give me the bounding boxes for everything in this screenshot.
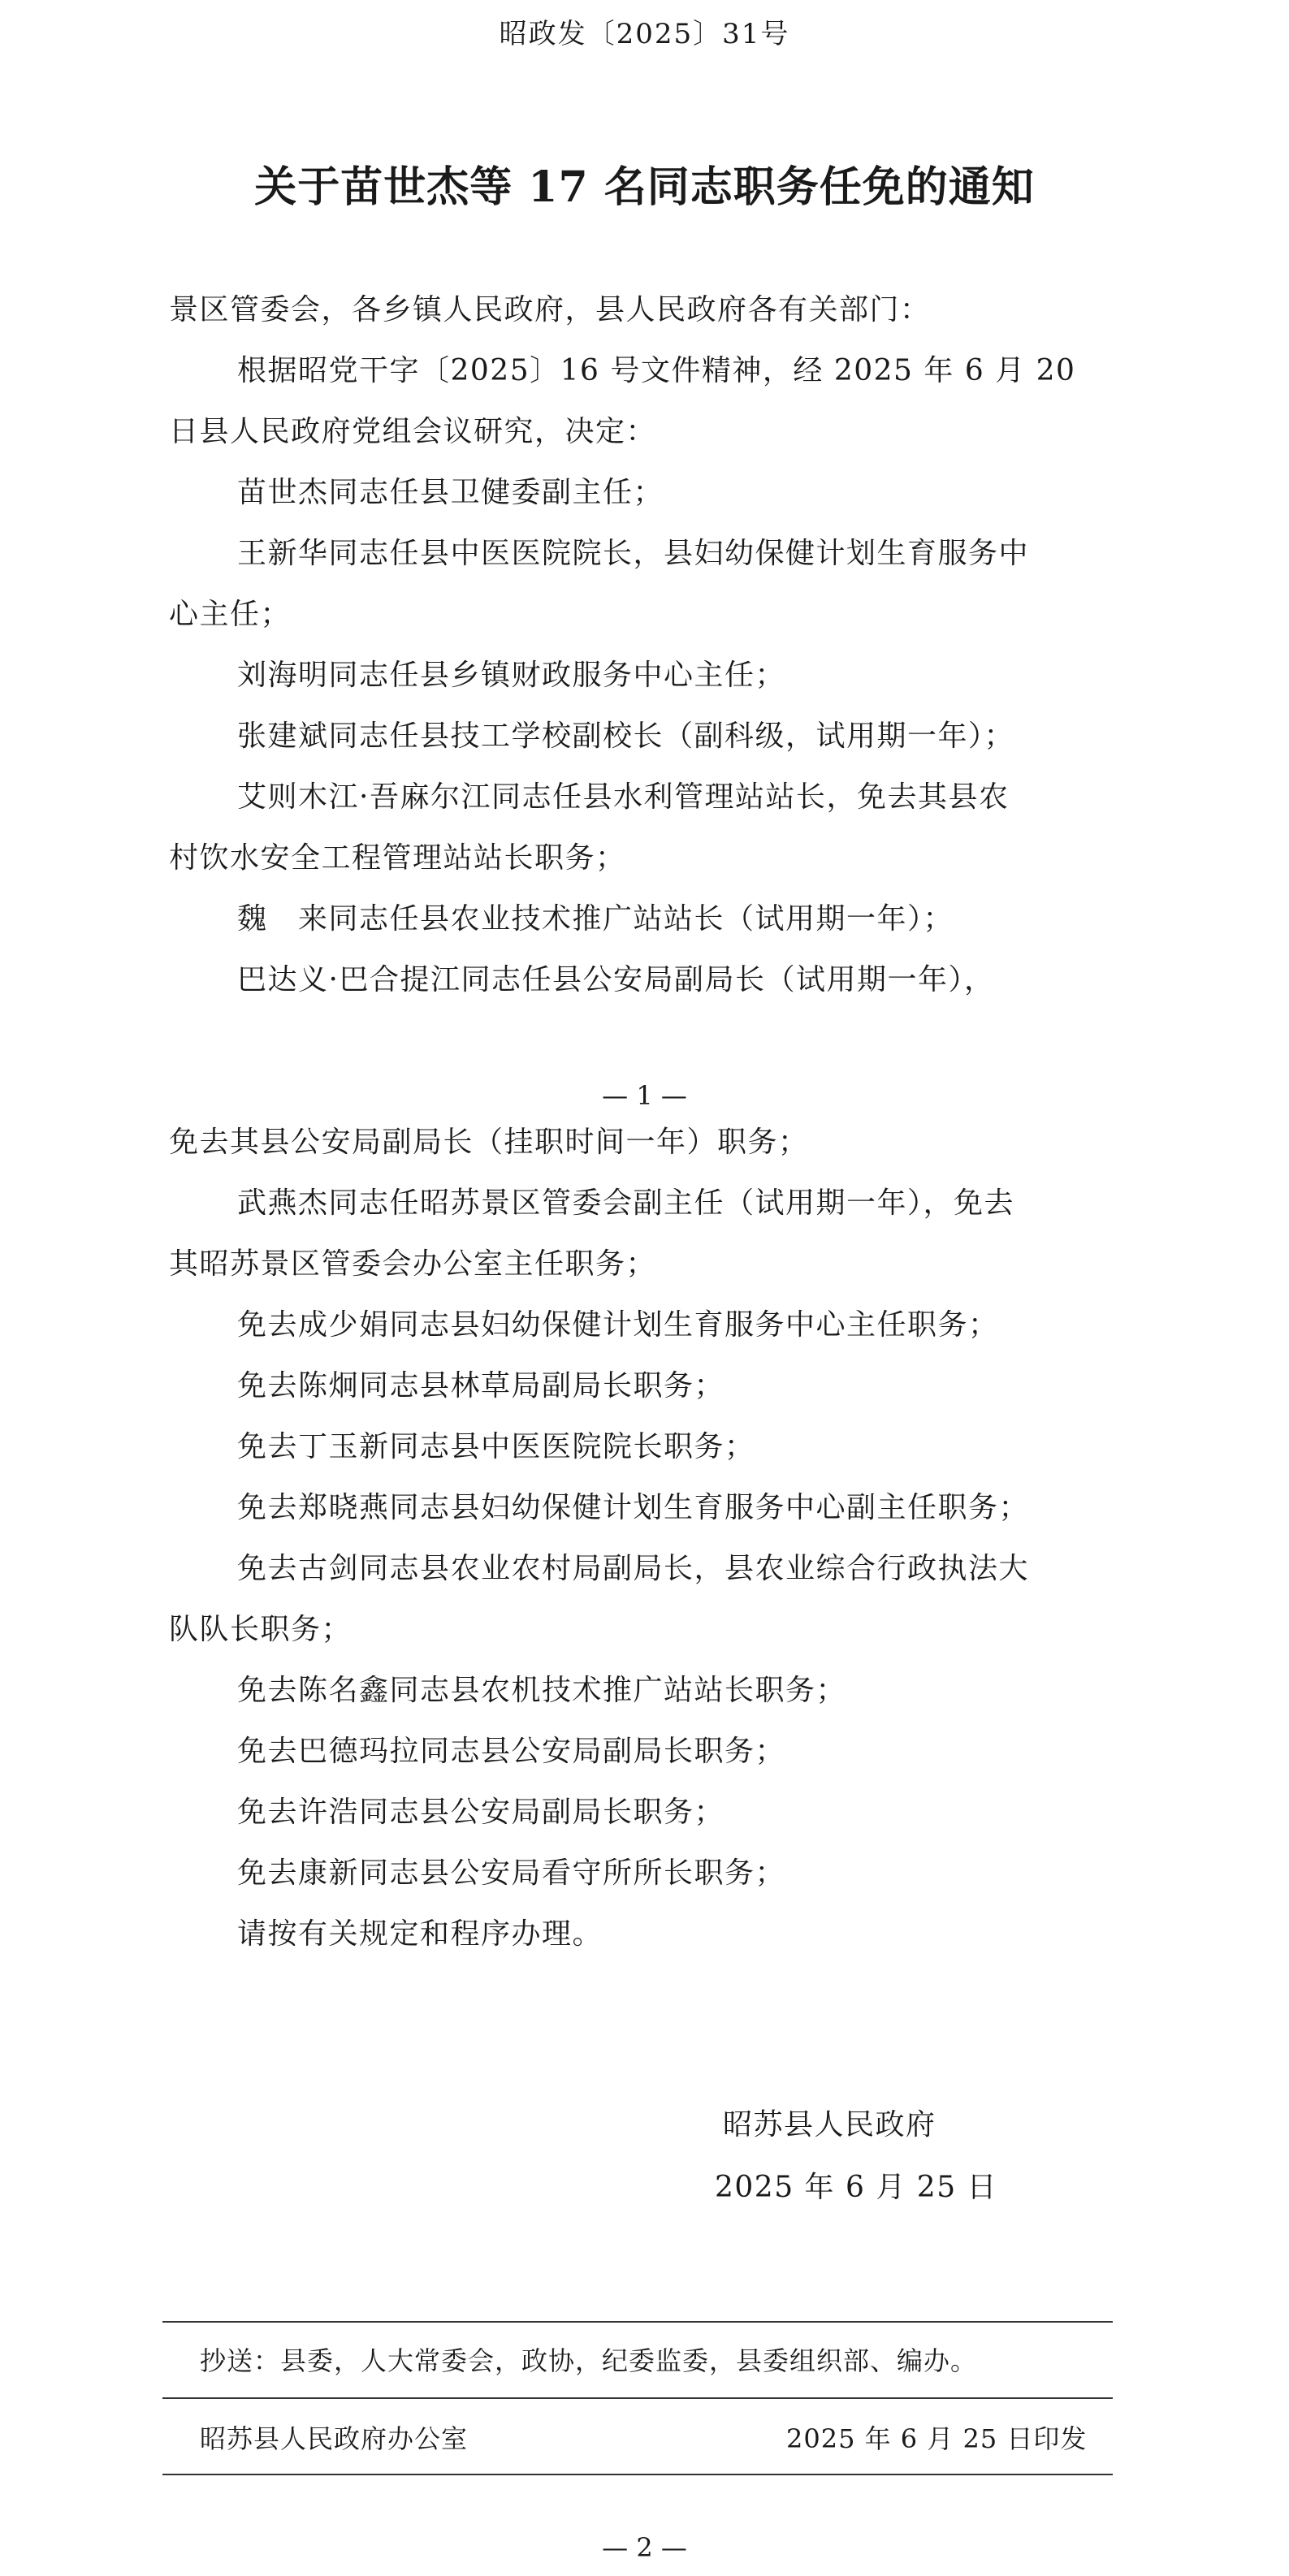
body-line: 王新华同志任县中医医院院长，县妇幼保健计划生育服务中 [237, 537, 1030, 570]
body-line: 艾则木江·吾麻尔江同志任县水利管理站站长，免去其县农 [237, 780, 1010, 814]
page-number: — 1 — [602, 1080, 687, 1111]
body-line: 免去丁玉新同志县中医医院院长职务； [237, 1430, 755, 1463]
doc-number: 昭政发〔2025〕31号 [499, 18, 790, 50]
body-line: 魏 来同志任县农业技术推广站站长（试用期一年）； [237, 902, 954, 936]
body-line: 免去陈名鑫同志县农机技术推广站站长职务； [237, 1674, 847, 1707]
body-line: 免去陈炯同志县林草局副局长职务； [237, 1369, 725, 1403]
footer-rule-middle [162, 2397, 1113, 2399]
body-line: 张建斌同志任县技工学校副校长（副科级，试用期一年）； [237, 720, 1015, 753]
footer-rule-top [162, 2321, 1113, 2323]
document-title: 关于苗世杰等 17 名同志职务任免的通知 [254, 162, 1035, 212]
body-line: 免去许浩同志县公安局副局长职务； [237, 1796, 725, 1829]
body-line: 免去郑晓燕同志县妇幼保健计划生育服务中心副主任职务； [237, 1491, 1030, 1524]
body-line: 苗世杰同志任县卫健委副主任； [237, 476, 664, 509]
body-line: 其昭苏景区管委会办公室主任职务； [169, 1247, 657, 1281]
body-line: 队队长职务； [169, 1613, 353, 1646]
body-line: 巴达义·巴合提江同志任县公安局副局长（试用期一年）， [237, 963, 995, 996]
footer-rule-bottom [162, 2474, 1113, 2475]
cc-line: 抄送：县委，人大常委会，政协，纪委监委，县委组织部、编办。 [200, 2345, 978, 2376]
body-line: 请按有关规定和程序办理。 [237, 1917, 603, 1951]
page-number: — 2 — [602, 2532, 687, 2563]
body-line: 村饮水安全工程管理站站长职务； [169, 841, 626, 875]
body-line: 免去成少娟同志县妇幼保健计划生育服务中心主任职务； [237, 1308, 999, 1342]
body-line: 武燕杰同志任昭苏景区管委会副主任（试用期一年），免去 [237, 1186, 1015, 1220]
addressee: 景区管委会，各乡镇人民政府，县人民政府各有关部门： [169, 293, 931, 326]
body-line: 日县人民政府党组会议研究，决定： [169, 415, 657, 448]
body-line: 免去其县公安局副局长（挂职时间一年）职务； [169, 1126, 809, 1159]
body-line: 刘海明同志任县乡镇财政服务中心主任； [237, 659, 786, 692]
body-line: 根据昭党干字〔2025〕16 号文件精神，经 2025 年 6 月 20 [237, 354, 1076, 387]
body-line: 免去康新同志县公安局看守所所长职务； [237, 1856, 786, 1890]
body-line: 免去巴德玛拉同志县公安局副局长职务； [237, 1735, 786, 1768]
body-line: 心主任； [169, 598, 292, 631]
issuer-office: 昭苏县人民政府办公室 [200, 2423, 469, 2454]
signature-date: 2025 年 6 月 25 日 [715, 2171, 998, 2204]
issue-date: 2025 年 6 月 25 日印发 [786, 2423, 1088, 2454]
body-line: 免去古剑同志县农业农村局副局长，县农业综合行政执法大 [237, 1552, 1030, 1585]
signature-org: 昭苏县人民政府 [723, 2108, 936, 2142]
